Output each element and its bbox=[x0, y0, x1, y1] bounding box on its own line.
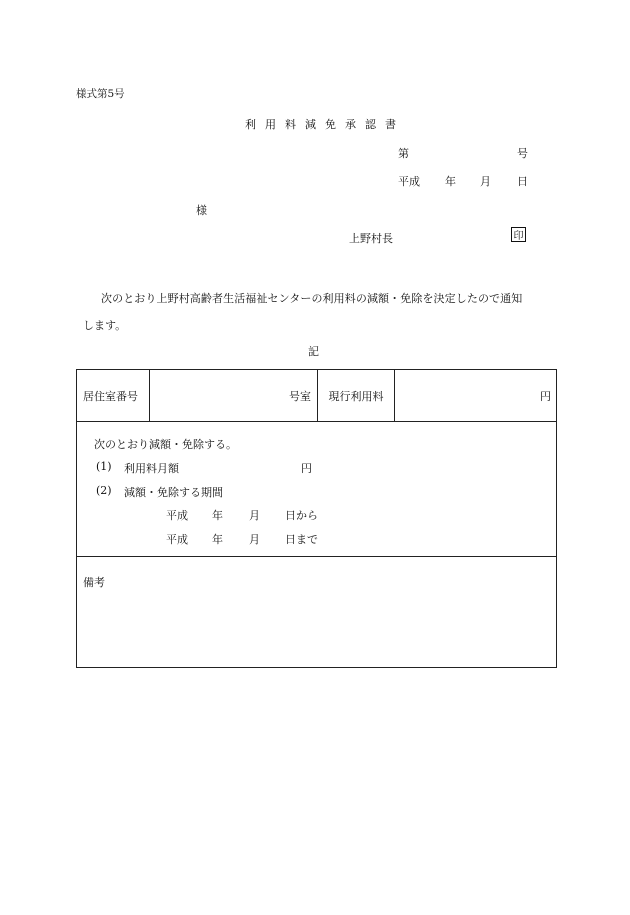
ki-heading: 記 bbox=[308, 345, 319, 358]
item1-number: (1) bbox=[96, 460, 112, 473]
from-year: 年 bbox=[212, 509, 223, 522]
to-day: 日まで bbox=[285, 533, 318, 546]
from-day: 日から bbox=[285, 509, 318, 522]
date-month: 月 bbox=[480, 175, 491, 188]
document-title: 利用料減免承認書 bbox=[245, 118, 405, 131]
date-day: 日 bbox=[517, 175, 528, 188]
from-month: 月 bbox=[249, 509, 260, 522]
body-text-line2: します。 bbox=[83, 319, 127, 332]
item1-label: 利用料月額 bbox=[124, 462, 179, 475]
to-era: 平成 bbox=[166, 533, 188, 546]
current-fee-label: 現行利用料 bbox=[318, 370, 395, 421]
body-text-line1: 次のとおり上野村高齢者生活福祉センターの利用料の減額・免除を決定したので通知 bbox=[101, 292, 523, 305]
date-era: 平成 bbox=[398, 175, 420, 188]
item2-label: 減額・免除する期間 bbox=[124, 486, 223, 499]
from-era: 平成 bbox=[166, 509, 188, 522]
form-number: 様式第5号 bbox=[76, 88, 125, 100]
room-number-field[interactable] bbox=[150, 370, 318, 421]
number-prefix: 第 bbox=[398, 147, 409, 160]
remarks-label: 備考 bbox=[83, 576, 105, 589]
issuer-name: 上野村長 bbox=[349, 232, 393, 245]
addressee-suffix: 様 bbox=[196, 204, 207, 217]
fee-unit: 円 bbox=[540, 389, 551, 403]
room-number-label: 居住室番号 bbox=[77, 370, 150, 421]
table-row-decision bbox=[77, 421, 556, 557]
current-fee-field[interactable] bbox=[395, 370, 557, 421]
item1-unit: 円 bbox=[301, 462, 312, 475]
room-unit: 号室 bbox=[289, 389, 311, 403]
decision-intro: 次のとおり減額・免除する。 bbox=[94, 438, 237, 451]
to-year: 年 bbox=[212, 533, 223, 546]
details-table bbox=[76, 369, 557, 668]
item2-number: (2) bbox=[96, 484, 112, 497]
table-row-room-fee bbox=[77, 370, 556, 422]
table-row-remarks[interactable] bbox=[77, 556, 556, 668]
to-month: 月 bbox=[249, 533, 260, 546]
date-year: 年 bbox=[445, 175, 456, 188]
seal-mark: 印 bbox=[511, 227, 526, 242]
number-suffix: 号 bbox=[517, 147, 528, 160]
